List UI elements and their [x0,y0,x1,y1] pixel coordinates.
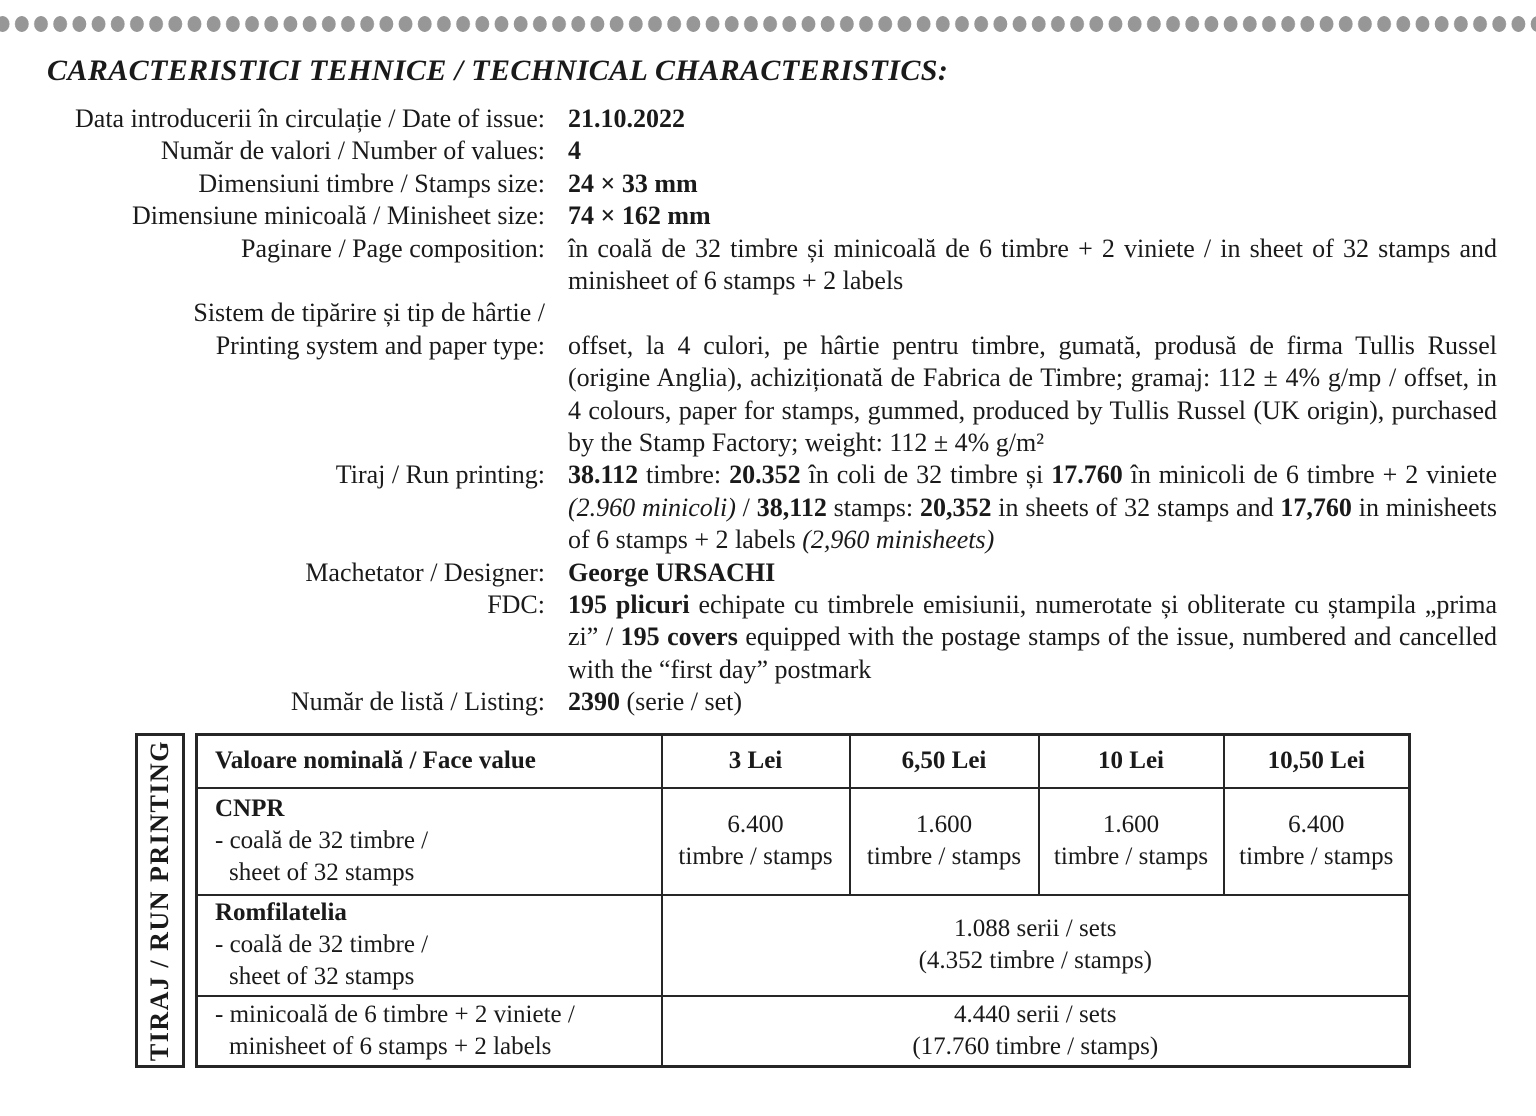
text-segment: timbre: [638,460,730,490]
table-row [197,788,1410,895]
dotted-divider [0,16,1536,32]
text-segment: 24 × 33 mm [568,168,698,198]
text-segment: 195 plicuri [568,590,690,620]
text-segment: 195 covers [620,622,738,652]
spec-label [48,103,545,135]
text-segment: equipped with the postage stamps of the issue, numbered and cancelled with the “first day” postmark [568,622,1497,684]
spec-value [568,200,1497,232]
value-line: (17.760 timbre / stamps) [912,1032,1159,1060]
spec-label [48,557,545,589]
text-segment: 2390 [568,687,620,717]
spec-label [48,135,545,167]
text-segment: in minisheets of 6 stamps + 2 labels [568,492,1498,555]
spec-label-line: Machetator / Designer: [305,557,545,587]
text-segment: 74 × 162 mm [568,201,711,231]
text-segment: George URSACHI [568,557,776,587]
row-label-line: - coală de 32 timbre / [215,827,429,854]
value-line: timbre / stamps [1239,843,1394,870]
row-label-cell [197,996,662,1067]
text-segment: 38,112 [756,492,827,522]
spec-label [48,459,545,556]
value-cell [1039,788,1224,895]
value-line: 1.600 [1102,811,1160,838]
value-line: timbre / stamps [678,843,833,870]
spec-list [48,103,1497,719]
spec-label [48,589,545,686]
column-header: 3 Lei [662,735,850,788]
spec-label-line: Sistem de tipărire și tip de hârtie / [193,298,545,328]
merged-value-cell [662,895,1410,996]
value-line: 1.600 [915,811,973,838]
text-segment: 20.352 [729,460,801,490]
row-label-line: sheet of 32 stamps [229,963,415,990]
spec-label-line: Paginare / Page composition: [240,233,545,263]
spec-label [48,168,545,200]
value-cell [662,788,850,895]
value-line: 1.088 serii / sets [954,915,1117,942]
text-segment: 38.112 [568,460,639,490]
text-segment: 20,352 [919,492,992,522]
row-label-line: CNPR [215,795,285,822]
row-label-line: - coală de 32 timbre / [215,931,429,958]
text-segment: în minicoli de 6 timbre + 2 viniete [1122,460,1497,490]
value-cell [1224,788,1410,895]
spec-label [48,233,545,298]
row-label-cell [197,788,662,895]
print-run-table [135,733,1411,1068]
text-segment: 21.10.2022 [568,104,685,133]
spec-label [48,297,545,459]
value-line: 4.440 serii / sets [954,1000,1117,1028]
spec-value [568,168,1497,200]
spec-label-line: Număr de valori / Number of values: [160,136,545,166]
spec-value [568,135,1497,167]
face-value-table [195,733,1411,1068]
text-segment: 17,760 [1280,492,1352,522]
spec-label [48,200,545,232]
text-segment: / [735,492,757,522]
spec-value [568,103,1497,135]
text-segment: (serie / set) [620,687,743,717]
spec-label-line: Tiraj / Run printing: [335,460,545,490]
value-cell [850,788,1039,895]
spec-label-line: FDC: [487,590,545,620]
spec-label-line: Printing system and paper type: [215,330,545,360]
spec-value [568,459,1497,556]
spec-label [48,686,545,718]
table-row [197,996,1410,1067]
text-segment: în coli de 32 timbre și [800,460,1052,490]
column-header: 10,50 Lei [1224,735,1410,788]
text-segment: 17.760 [1051,460,1123,490]
table-header-row [197,735,1410,788]
value-line: 6.400 [1288,811,1345,838]
spec-value [568,686,1497,718]
merged-value-cell [662,996,1410,1067]
face-value-header: Valoare nominală / Face value [197,735,662,788]
page-title: CARACTERISTICI TEHNICE / TECHNICAL CHARACTERISTICS: [47,54,949,87]
text-segment: stamps: [826,492,920,522]
row-label-line: minisheet of 6 stamps + 2 labels [229,1032,552,1060]
row-label-cell [197,895,662,996]
spec-value [568,233,1497,298]
row-label-line: - minicoală de 6 timbre + 2 viniete / [215,1000,575,1028]
text-segment: echipate cu timbrele emisiunii, numerotate și obliterate cu ștampila „prima zi” / [568,590,1498,652]
table-side-cell [135,733,185,1068]
spec-value [568,297,1497,459]
text-segment: offset, la 4 culori, pe hârtie pentru timbre, gumată, produsă de firma Tullis Russel (origine Anglia), achiziționată de Fabrica de Timbre; gramaj: 112 ± 4% g/mp / offset, in 4 colours, paper for stamps, gummed, produced by Tullis Russel (UK origin), purchased by the Stamp Factory; weight: 112 ± 4% g/m² [568,330,1497,458]
spec-value [568,589,1497,686]
spec-value [568,557,1497,589]
spec-label-line: Data introducerii în circulație / Date of issue: [75,104,545,133]
value-line: (4.352 timbre / stamps) [918,947,1152,974]
spec-label-line: Dimensiuni timbre / Stamps size: [198,168,545,198]
text-segment: in sheets of 32 stamps and [991,492,1281,522]
column-header: 6,50 Lei [850,735,1039,788]
table-side-label: TIRAJ / RUN PRINTING [145,739,174,1062]
value-line: timbre / stamps [866,843,1022,870]
text-segment: în coală de 32 timbre și minicoală de 6 timbre + 2 viniete / in sheet of 32 stamps and minisheet of 6 stamps + 2 labels [568,233,1497,296]
value-line: timbre / stamps [1053,843,1209,870]
text-segment: (2,960 minisheets) [802,525,995,555]
row-label-line: sheet of 32 stamps [229,859,415,886]
text-segment: (2.960 minicoli) [568,492,736,522]
row-label-line: Romfilatelia [215,899,347,926]
value-line: 6.400 [727,811,784,838]
spec-label-line: Număr de listă / Listing: [290,687,545,717]
column-header: 10 Lei [1039,735,1224,788]
text-segment: 4 [568,136,581,166]
spec-label-line: Dimensiune minicoală / Minisheet size: [131,201,545,231]
table-row [197,895,1410,996]
